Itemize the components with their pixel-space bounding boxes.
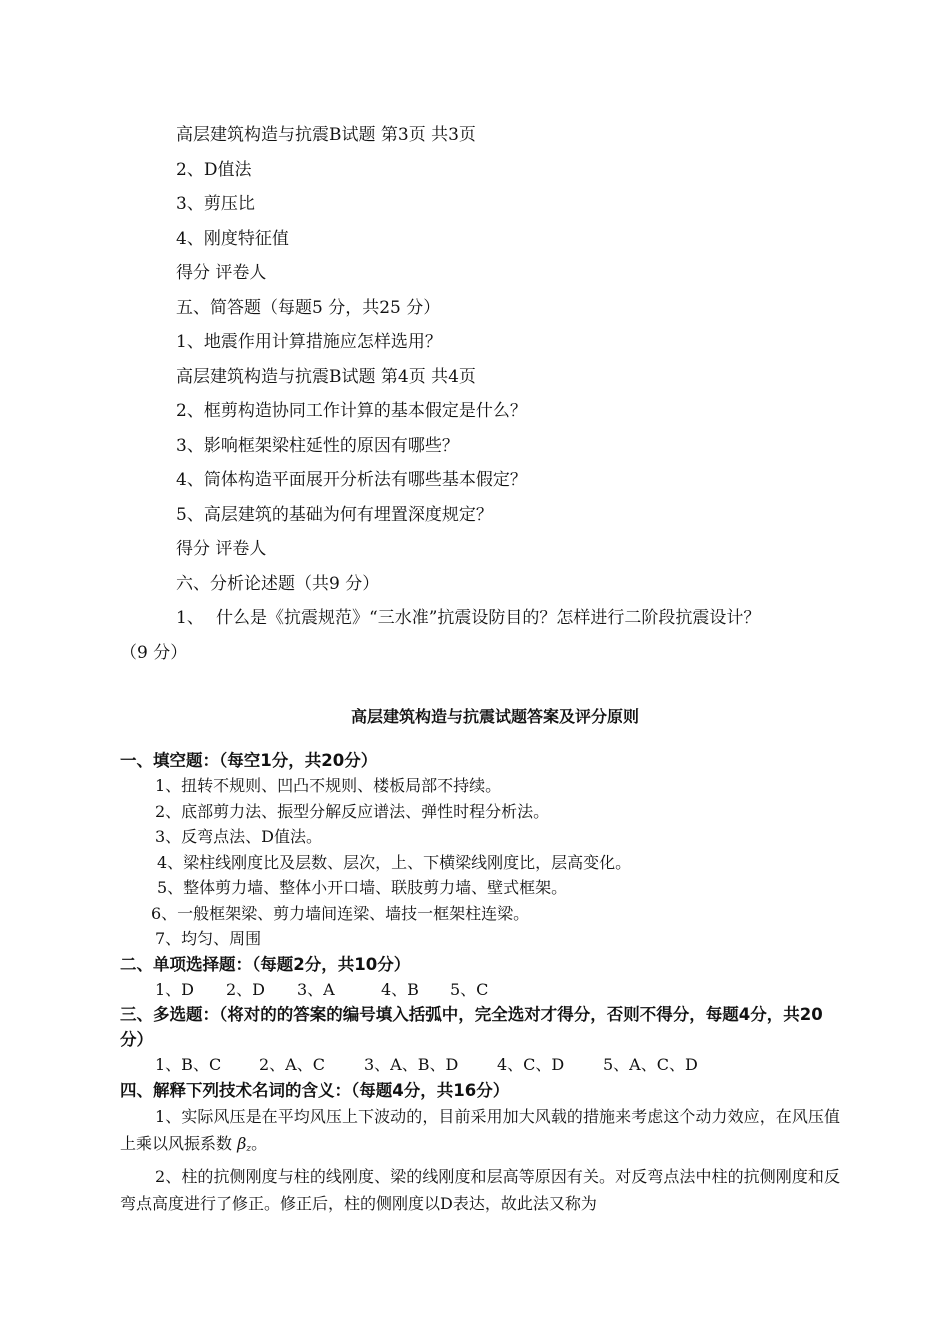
choice-answer: 4、B [381,979,419,999]
answer-sec1-item: 2、底部剪力法、振型分解反应谱法、弹性时程分析法。 [155,801,550,821]
answer-sec1-item: 3、反弯点法、D值法。 [155,827,323,846]
wind-coefficient-symbol: βz [237,1133,252,1154]
answer-sec1-item: 6、一般框架梁、剪力墙间连梁、墙技一框架柱连梁。 [151,903,530,923]
answer-sec1-item: 4、梁柱线刚度比及层数、层次，上、下横梁线刚度比，层高变化。 [157,852,632,872]
answer-sec4-heading: 四、解释下列技术名词的含义：（每题4分，共16分） [120,1080,510,1100]
choice-answer: 1、B、C [155,1055,222,1074]
short-question-3: 3、影响框架梁柱延性的原因有哪些？ [176,435,459,456]
essay-number: 1、 [176,608,204,628]
answer-sec2-choices [0,977,950,1003]
answer-sec3-choices [0,1052,950,1078]
answer-sec1-heading: 一、填空题：（每空1分，共20分） [120,751,378,770]
short-question-5: 5、高层建筑的基础为何有埋置深度规定？ [176,504,493,525]
term-question-4: 4、刚度特征值 [176,228,289,249]
answer-sec1-item: 7、均匀、周围 [155,929,262,948]
short-question-2: 2、框剪构造协同工作计算的基本假定是什么？ [176,401,527,421]
page-footer-3: 高层建筑构造与抗震B试题 第3页 共3页 [176,125,476,145]
section-six-heading: 六、分析论述题（共9 分） [176,573,380,594]
score-label: 得分 评卷人 [176,539,267,559]
answer-sec4-para2: 2、柱的抗侧刚度与柱的线刚度、梁的线刚度和层高等原因有关。对反弯点法中柱的抗侧刚度和反弯点高度进行了修正。修正后，柱的侧刚度以D表达，故此法又称为 [120,1166,840,1213]
answer-sec4-para1-text: 1、实际风压是在平均风压上下波动的，目前采用加大风载的措施来考虑这个动力效应，在风压值上乘以风振系数 [120,1106,840,1153]
answer-title: 高层建筑构造与抗震试题答案及评分原则 [350,707,639,726]
choice-answer: 3、A [297,979,335,999]
answer-sec1-item: 5、整体剪力墙、整体小开口墙、联肢剪力墙、壁式框架。 [157,878,568,897]
answer-section [0,700,950,1217]
choice-answer: 2、A、C [259,1055,325,1074]
choice-answer: 3、A、B、D [364,1055,459,1074]
term-question-3: 3、剪压比 [176,194,255,214]
sentence-end: 。 [251,1133,268,1153]
choice-answer: 2、D [226,979,266,999]
short-question-1: 1、地震作用计算措施应怎样选用？ [176,332,442,352]
answer-sec2-heading: 二、单项选择题：（每题2分，共10分） [120,954,411,974]
choice-answer: 4、C、D [497,1055,565,1074]
essay-points: （9 分） [120,642,188,663]
page-footer-4: 高层建筑构造与抗震B试题 第4页 共4页 [176,366,476,387]
choice-answer: 5、C [450,979,489,999]
short-question-4: 4、筒体构造平面展开分析法有哪些基本假定？ [176,470,527,490]
section-five-heading: 五、简答题（每题5 分，共25 分） [176,297,441,318]
choice-answer: 5、A、C、D [603,1055,698,1074]
choice-answer: 1、D [155,979,195,999]
exam-section [0,118,950,670]
term-question-2: 2、D值法 [176,159,252,180]
answer-sec4-para1 [0,1103,950,1163]
score-label: 得分 评卷人 [176,263,267,283]
essay-text: 什么是《抗震规范》“三水准”抗震设防目的？怎样进行二阶段抗震设计？ [216,608,761,628]
essay-question-1 [0,601,950,636]
answer-sec3-heading: 三、多选题：（将对的的答案的编号填入括弧中，完全选对才得分，否则不得分，每题4分，共20分） [120,1005,823,1049]
answer-sec1-item: 1、扭转不规则、凹凸不规则、楼板局部不持续。 [155,776,502,795]
